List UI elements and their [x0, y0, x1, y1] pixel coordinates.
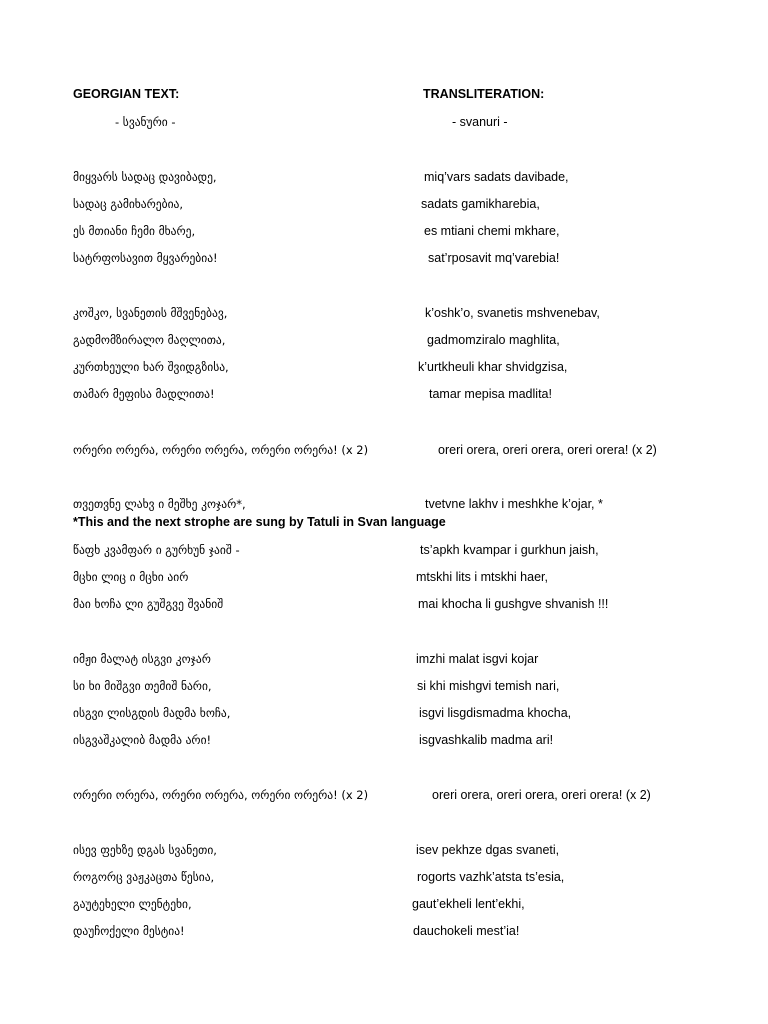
georgian-line: მაი ხოჩა ლი გუშგვე შვანიშ — [73, 597, 224, 611]
transliteration-line: dauchokeli mest’ia! — [413, 924, 520, 938]
transliteration-line: tvetvne lakhv i meshkhe k’ojar, * — [425, 497, 603, 511]
transliteration-line: gaut’ekheli lent’ekhi, — [412, 897, 525, 911]
transliteration-subtitle: - svanuri - — [452, 115, 508, 129]
georgian-line: მცხი ლიც ი მცხი აირ — [73, 570, 189, 584]
transliteration-line: isgvashkalib madma ari! — [419, 733, 554, 747]
refrain-transliteration: oreri orera, oreri orera, oreri orera! (x 2) — [438, 443, 657, 457]
georgian-heading: GEORGIAN TEXT: — [73, 87, 180, 101]
transliteration-line: es mtiani chemi mkhare, — [424, 224, 560, 238]
transliteration-line: imzhi malat isgvi kojar — [416, 652, 539, 666]
georgian-line: იმჟი მალატ ისგვი კოჯარ — [73, 652, 211, 666]
georgian-line: ისევ ფეხზე დგას სვანეთი, — [73, 843, 217, 857]
transliteration-line: mai khocha li gushgve shvanish !!! — [418, 597, 609, 611]
refrain-georgian: ორერი ორერა, ორერი ორერა, ორერი ორერა! (x 2) — [73, 443, 369, 457]
transliteration-line: rogorts vazhk’atsta ts’esia, — [417, 870, 565, 884]
georgian-line: მიყვარს სადაც დავიბადე, — [73, 170, 217, 184]
georgian-line: დაუჩოქელი მესტია! — [73, 924, 185, 938]
footnote: *This and the next strophe are sung by Tatuli in Svan language — [73, 515, 446, 529]
transliteration-line: isgvi lisgdismadma khocha, — [419, 706, 572, 720]
georgian-line: სი ხი მიშგვი თემიშ ნარი, — [73, 679, 212, 693]
georgian-line: გადმომზირალო მაღლითა, — [73, 333, 226, 347]
refrain-transliteration: oreri orera, oreri orera, oreri orera! (x 2) — [432, 788, 651, 802]
transliteration-line: tamar mepisa madlita! — [429, 387, 552, 401]
georgian-line: როგორც ვაჟკაცთა წესია, — [73, 870, 215, 884]
transliteration-line: ts’apkh kvampar i gurkhun jaish, — [420, 543, 599, 557]
transliteration-line: miq’vars sadats davibade, — [424, 170, 569, 184]
georgian-line: ისგვაშკალიბ მადმა არი! — [73, 733, 212, 747]
georgian-line: წაფხ კვამფარ ი გურხუნ ჯაიშ - — [73, 543, 240, 557]
georgian-line: თვეთვნე ლახვ ი მეშხე კოჯარ*, — [73, 497, 246, 511]
transliteration-line: k’oshk’o, svanetis mshvenebav, — [425, 306, 600, 320]
transliteration-line: gadmomziralo maghlita, — [427, 333, 560, 347]
transliteration-heading: TRANSLITERATION: — [423, 87, 545, 101]
transliteration-line: k’urtkheuli khar shvidgzisa, — [418, 360, 568, 374]
georgian-line: სატრფოსავით მყვარებია! — [73, 251, 218, 265]
refrain-georgian: ორერი ორერა, ორერი ორერა, ორერი ორერა! (x 2) — [73, 788, 369, 802]
transliteration-line: si khi mishgvi temish nari, — [417, 679, 560, 693]
transliteration-line: sadats gamikharebia, — [421, 197, 540, 211]
georgian-line: სადაც გამიხარებია, — [73, 197, 184, 211]
georgian-line: კოშკო, სვანეთის მშვენებავ, — [73, 306, 228, 320]
georgian-line: ისგვი ლისგდის მადმა ხოჩა, — [73, 706, 231, 720]
georgian-line: ეს მთიანი ჩემი მხარე, — [73, 224, 196, 238]
transliteration-line: isev pekhze dgas svaneti, — [416, 843, 560, 857]
georgian-line: კურთხეული ხარ შვიდგზისა, — [73, 360, 229, 374]
georgian-subtitle: - სვანური - — [115, 115, 176, 129]
transliteration-line: sat’rposavit mq’varebia! — [428, 251, 560, 265]
georgian-line: გაუტეხელი ლენტეხი, — [73, 897, 192, 911]
georgian-line: თამარ მეფისა მადლითა! — [73, 387, 215, 401]
transliteration-line: mtskhi lits i mtskhi haer, — [416, 570, 548, 584]
